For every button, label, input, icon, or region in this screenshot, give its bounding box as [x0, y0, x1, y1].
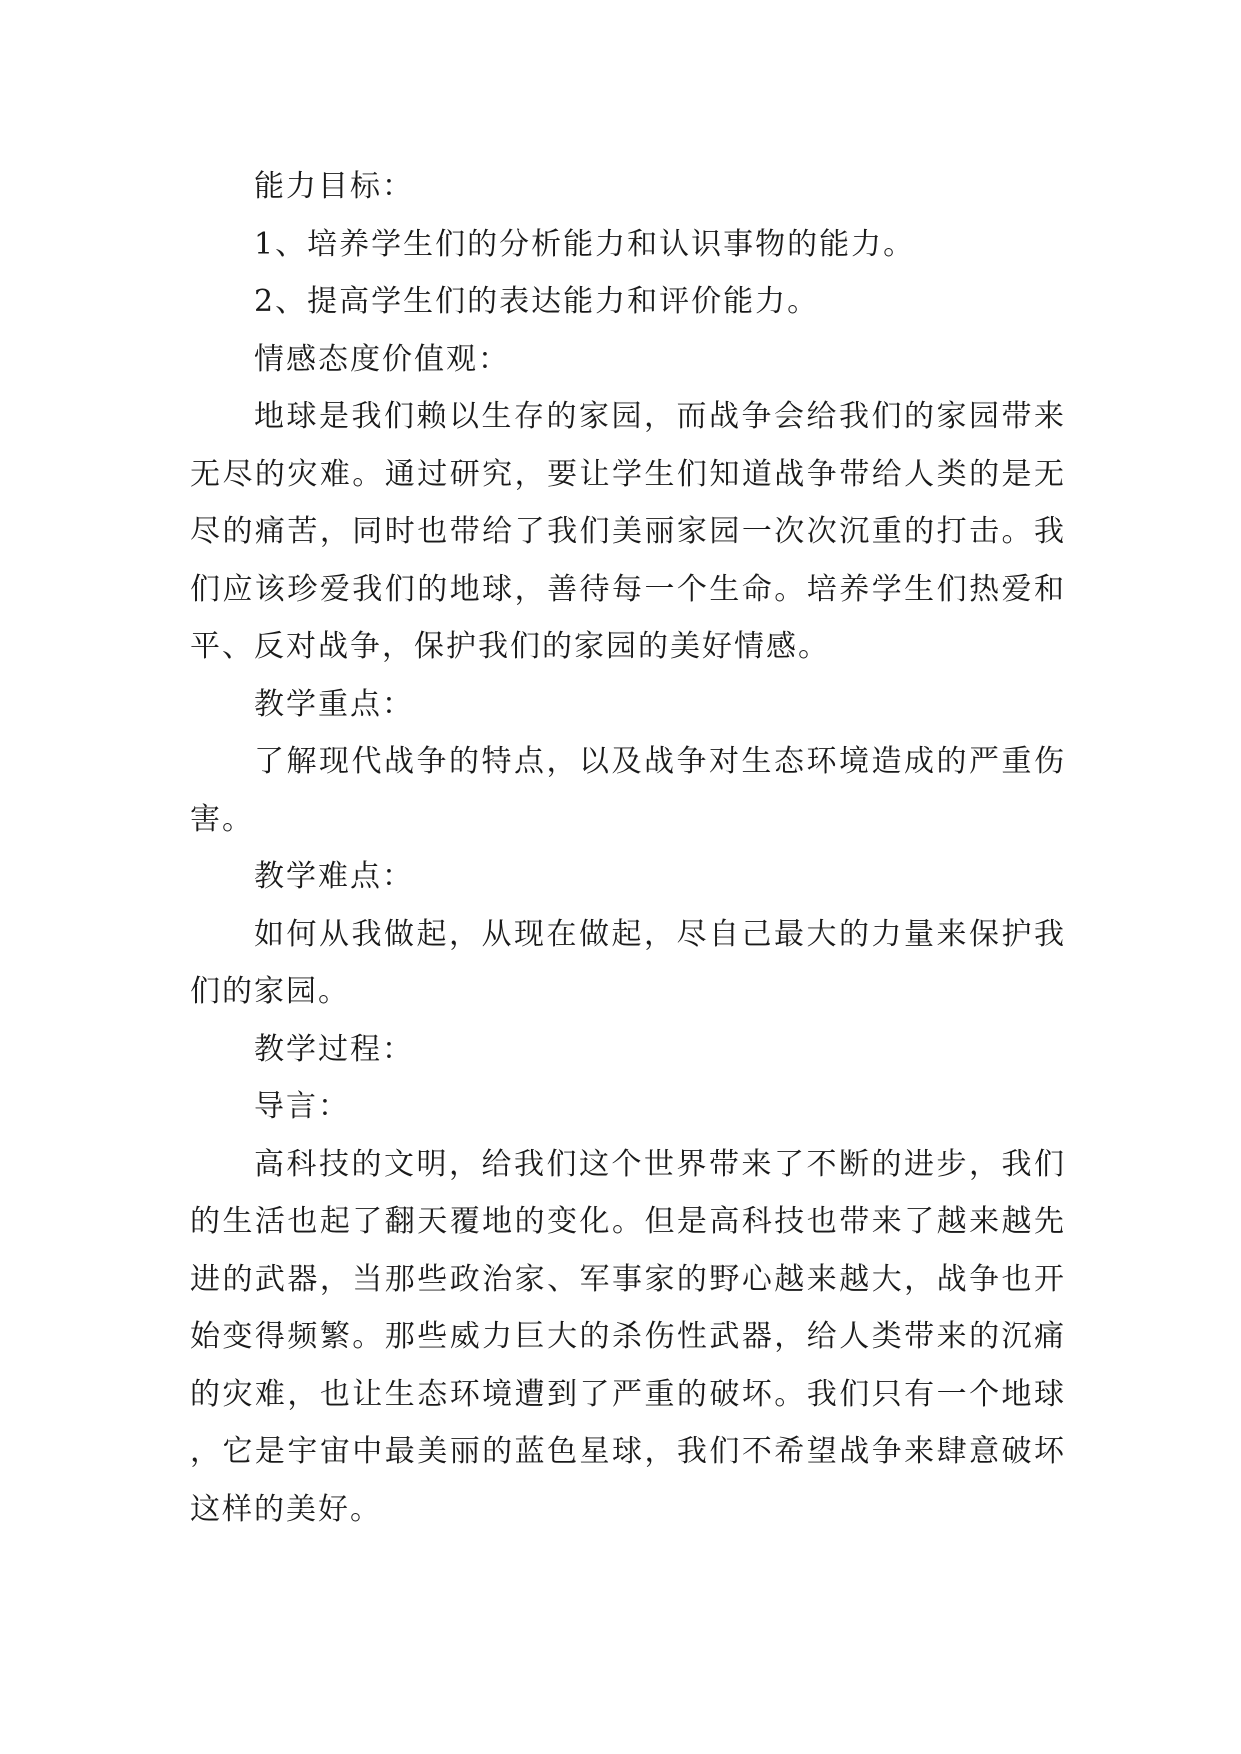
paragraph-teaching-difficulty: 如何从我做起，从现在做起，尽自己最大的力量来保护我们的家园。 — [190, 916, 1066, 1009]
heading-emotional-values: 情感态度价值观： — [254, 341, 510, 377]
heading-teaching-difficulty: 教学难点： — [254, 859, 414, 894]
document-body — [190, 158, 1066, 1538]
paragraph-emotional-values: 地球是我们赖以生存的家园，而战争会给我们的家园带来无尽的灾难。通过研究，要让学生们知道战争带给人类的是无尽的痛苦，同时也带给了我们美丽家园一次次沉重的打击。我们应该珍爱我们的地球，善待每一个生命。培养学生们热爱和平、反对战争，保护我们的家园的美好情感。 — [190, 399, 1066, 664]
heading-teaching-focus: 教学重点： — [254, 686, 414, 722]
list-item-ability-2: 2、提高学生们的表达能力和评价能力。 — [254, 284, 820, 319]
heading-teaching-process: 教学过程： — [254, 1031, 414, 1067]
heading-introduction: 导言： — [254, 1089, 350, 1124]
paragraph-introduction: 高科技的文明，给我们这个世界带来了不断的进步，我们的生活也起了翻天覆地的变化。但是高科技也带来了越来越先进的武器，当那些政治家、军事家的野心越来越大，战争也开始变得频繁。那些威力巨大的杀伤性武器，给人类带来的沉痛的灾难，也让生态环境遭到了严重的破坏。我们只有一个地球，它是宇宙中最美丽的蓝色星球，我们不希望战争来肆意破坏这样的美好。 — [190, 1146, 1066, 1527]
list-item-ability-1: 1、培养学生们的分析能力和认识事物的能力。 — [254, 226, 916, 262]
heading-ability-goals: 能力目标： — [254, 169, 414, 204]
paragraph-teaching-focus: 了解现代战争的特点，以及战争对生态环境造成的严重伤害。 — [190, 744, 1066, 837]
